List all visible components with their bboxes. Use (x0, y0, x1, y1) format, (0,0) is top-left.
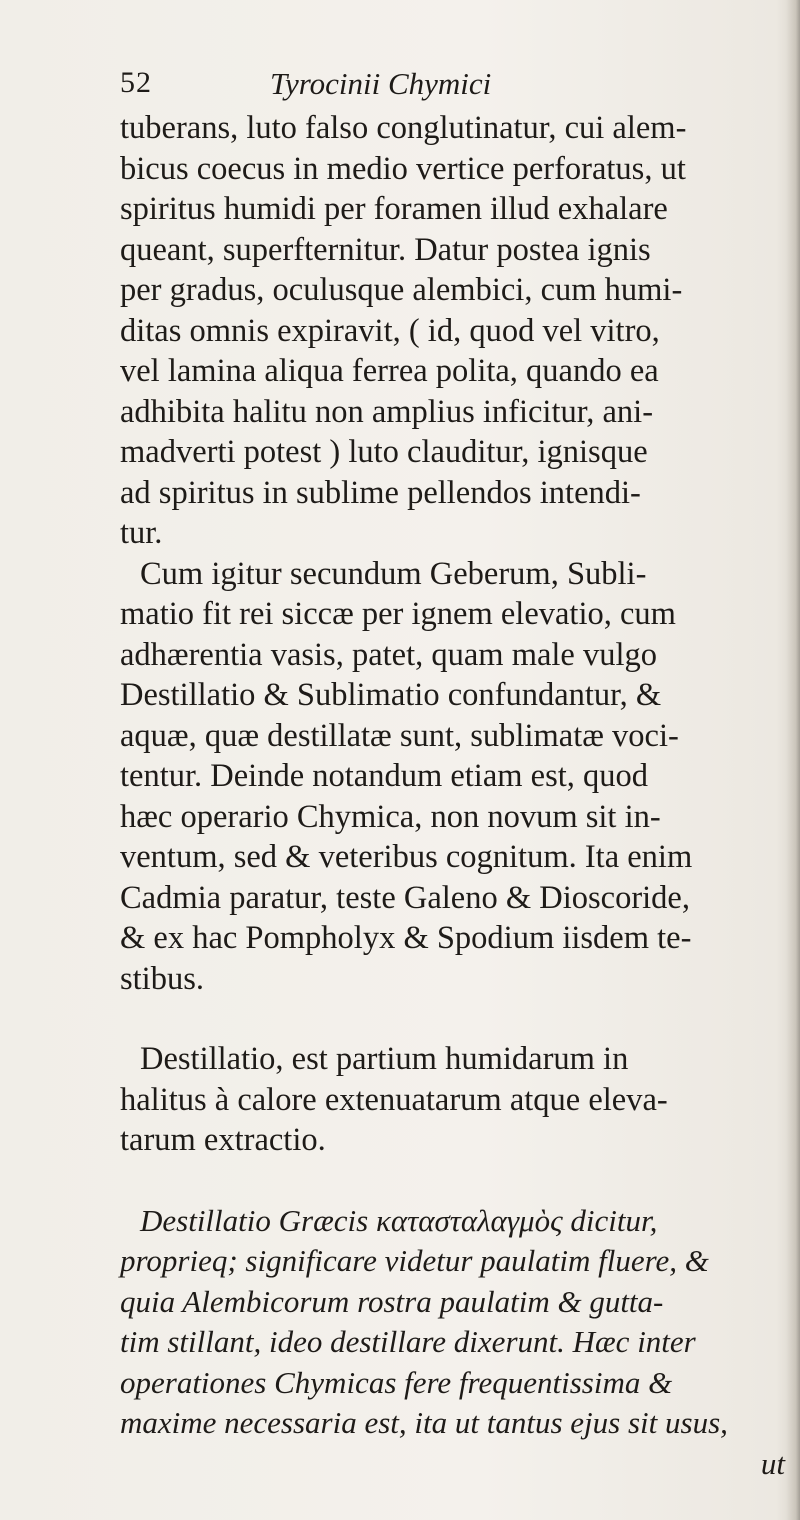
text-line: per gradus, oculusque alembici, cum humi- (120, 272, 683, 308)
note-line: operationes Chymicas fere frequentissima & (120, 1364, 673, 1400)
text-line: adhibita halitu non amplius inficitur, ani- (120, 393, 654, 430)
text-line: tuberans, luto falso conglutinatur, cui alem- (120, 110, 687, 146)
text-line: madverti potest ) luto clauditur, ignisque (120, 434, 648, 470)
text-line: adhærentia vasis, patet, quam male vulgo (120, 636, 658, 673)
text-line: tarum extractio. (120, 1122, 326, 1158)
text-line: ad spiritus in sublime pellendos intendi- (120, 474, 641, 511)
paragraph-start: Cum igitur secundum Geberum, Subli- (140, 555, 647, 592)
text-line: matio fit rei siccæ per ignem elevatio, cum (120, 596, 676, 632)
text-line: tur. (120, 515, 163, 551)
body-text (120, 108, 785, 1484)
note-line: maxime necessaria est, ita ut tantus ejus sit usus, (120, 1405, 728, 1440)
page-edge-shadow (786, 0, 800, 1520)
note-line: proprieq; significare videtur paulatim fluere, & (120, 1243, 709, 1278)
note-line: Destillatio Græcis κατασταλαγμὸς dicitur, (140, 1202, 658, 1238)
note-line: tim stillant, ideo destillare dixerunt. Hæc inter (120, 1324, 696, 1359)
text-line: ditas omnis expiravit, ( id, quod vel vitro, (120, 312, 660, 349)
text-line: Cadmia paratur, teste Galeno & Dioscoride, (120, 879, 690, 916)
page-header (120, 66, 680, 106)
text-line: spiritus humidi per foramen illud exhalare (120, 191, 668, 227)
running-head: Tyrocinii Chymici (270, 66, 492, 101)
text-line: queant, superfternitur. Datur postea ignis (120, 231, 651, 268)
paragraph-gap (120, 999, 785, 1039)
paragraph-gap (120, 1161, 785, 1201)
text-line: & ex hac Pompholyx & Spodium iisdem te- (120, 920, 692, 956)
text-line: halitus à calore extenuatarum atque eleva- (120, 1081, 668, 1118)
text-line: vel lamina aliqua ferrea polita, quando ea (120, 353, 659, 389)
text-line: Destillatio & Sublimatio confundantur, & (120, 677, 662, 713)
text-line: ventum, sed & veteribus cognitum. Ita enim (120, 839, 693, 875)
definition-start: Destillatio, est partium humidarum in (140, 1041, 629, 1077)
text-line: hæc operario Chymica, non novum sit in- (120, 798, 661, 835)
catchword: ut (760, 1445, 785, 1481)
text-line: aquæ, quæ destillatæ sunt, sublimatæ voci- (120, 717, 679, 754)
text-line: stibus. (120, 960, 204, 997)
note-line: quia Alembicorum rostra paulatim & gutta- (120, 1283, 664, 1319)
page-number: 52 (120, 66, 152, 99)
text-line: tentur. Deinde notandum etiam est, quod (120, 758, 649, 794)
text-line: bicus coecus in medio vertice perforatus, ut (120, 150, 686, 187)
